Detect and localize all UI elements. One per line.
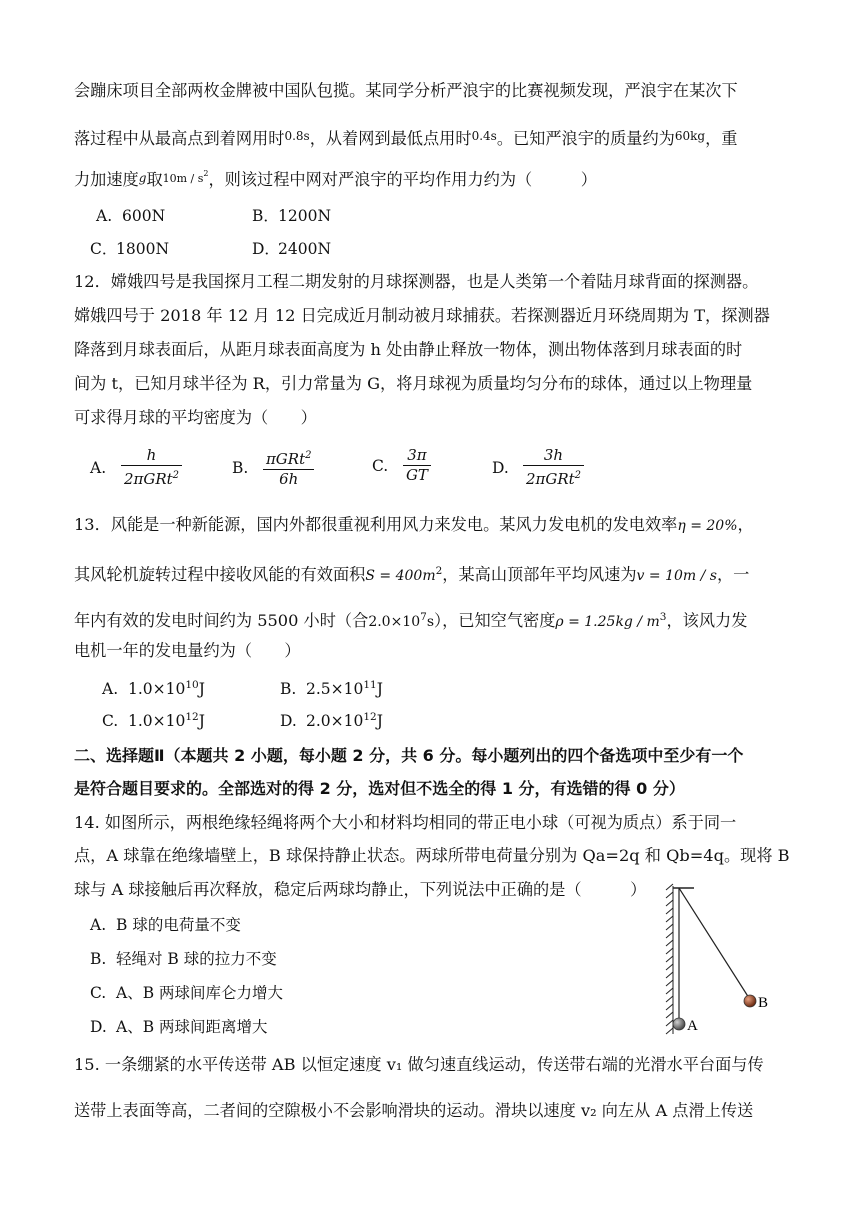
q14-option-a <box>90 914 241 936</box>
ball-b <box>744 995 756 1007</box>
option-mantissa: 1.0×10 <box>128 712 186 730</box>
option-text: 1800N <box>116 240 170 258</box>
q14-line-2: 点，A 球靠在绝缘墙壁上，B 球保持静止状态。两球所带电荷量分别为 Qa=2q 和 Qb=4q。现将 B <box>74 846 790 865</box>
q11-text: ，则该过程中网对严浪宇的平均作用力约为（ ） <box>208 170 597 189</box>
wall-hatching <box>666 884 673 1034</box>
option-label: B． <box>252 207 279 225</box>
fraction <box>523 446 584 489</box>
option-text: A、B 两球间库仑力增大 <box>116 984 284 1002</box>
q11-text: 力加速度 <box>74 170 139 189</box>
q13-area-exp: 2 <box>435 565 443 577</box>
numerator: 3π <box>407 446 427 464</box>
denominator: 2πGRt <box>123 470 173 488</box>
exponent: 2 <box>305 450 312 461</box>
q14-option-c <box>90 982 283 1004</box>
option-unit: J <box>198 712 205 730</box>
q13-line-3 <box>74 606 747 633</box>
q12-line-1: 12．嫦娥四号是我国探月工程二期发射的月球探测器，也是人类第一个着陆月球背面的探测器。 <box>74 272 759 291</box>
option-label: D. <box>280 712 297 730</box>
q12-line-4: 间为 t，已知月球半径为 R，引力常量为 G，将月球视为质量均匀分布的球体，通过以上物理量 <box>74 374 753 393</box>
option-text: B 球的电荷量不变 <box>116 916 241 934</box>
q13-efficiency: η = 20% <box>677 518 738 534</box>
option-mantissa: 1.0×10 <box>128 680 186 698</box>
q12-option-a <box>90 446 182 489</box>
q11-g-value: 10m / s <box>162 172 204 185</box>
q11-line-2 <box>74 125 737 150</box>
option-text: 2400N <box>278 240 332 258</box>
option-label: A. <box>102 680 119 698</box>
option-label: D. <box>492 458 509 477</box>
q13-density: ρ = 1.25kg / m <box>555 614 660 630</box>
option-exponent: 12 <box>185 711 199 723</box>
section-2-heading-line-1: 二、选择题Ⅱ（本题共 2 小题，每小题 2 分，共 6 分。每小题列出的四个备选项中至少有一个 <box>74 746 744 765</box>
q11-g-symbol: g <box>138 171 147 185</box>
option-label: A. <box>90 916 107 934</box>
option-unit: J <box>376 712 383 730</box>
option-label: B. <box>90 950 107 968</box>
q13-option-c <box>102 706 205 732</box>
q13-text: ，一 <box>716 565 750 584</box>
option-mantissa: 2.0×10 <box>306 712 364 730</box>
q11-text: 取 <box>146 170 163 189</box>
q13-time-unit: s <box>426 614 434 630</box>
q13-text: 13．风能是一种新能源，国内外都很重视利用风力来发电。某风力发电机的发电效率 <box>74 515 678 534</box>
option-mantissa: 2.5×10 <box>306 680 364 698</box>
q13-area: S = 400m <box>365 568 436 584</box>
q11-line-3 <box>74 163 597 191</box>
q13-line-4: 电机一年的发电量约为（ ） <box>74 641 301 660</box>
q12-option-d <box>492 446 584 489</box>
q14-figure <box>652 880 782 1040</box>
q12-line-2: 嫦娥四号于 2018 年 12 月 12 日完成近月制动被月球捕获。若探测器近月环绕周期为 T，探测器 <box>74 306 770 325</box>
option-label: B. <box>232 458 249 477</box>
option-text: 轻绳对 B 球的拉力不变 <box>116 950 277 968</box>
fraction <box>121 446 182 489</box>
q13-time: 2.0×10 <box>368 614 421 630</box>
q11-text: ，重 <box>705 129 738 148</box>
option-label: D. <box>90 1018 107 1036</box>
q11-line-1: 会蹦床项目全部两枚金牌被中国队包揽。某同学分析严浪宇的比赛视频发现，严浪宇在某次下 <box>74 81 738 100</box>
q11-option-d <box>252 238 331 260</box>
q13-text: ， <box>737 515 754 534</box>
option-exponent: 11 <box>363 679 377 691</box>
q11-mass: 60kg <box>674 129 706 143</box>
q11-option-b <box>252 205 331 227</box>
q13-line-2 <box>74 560 749 587</box>
option-text: 600N <box>122 207 166 225</box>
q15-line-2: 送带上表面等高，二者间的空隙极小不会影响滑块的运动。滑块以速度 v₂ 向左从 A 点滑上传送 <box>74 1101 754 1120</box>
option-unit: J <box>198 680 205 698</box>
q13-time-exp: 7 <box>420 611 427 623</box>
fraction <box>403 446 431 485</box>
q13-text: ，某高山顶部年平均风速为 <box>442 565 637 584</box>
q11-text: 落过程中从最高点到着网用时 <box>74 129 285 148</box>
option-label: D． <box>252 240 280 258</box>
option-label: C． <box>90 240 118 258</box>
rope-b <box>679 888 749 998</box>
q14-line-1: 14. 如图所示，两根绝缘轻绳将两个大小和材料均相同的带正电小球（可视为质点）系于同一 <box>74 813 737 832</box>
q11-time-1: 0.8s <box>284 129 310 143</box>
denominator: GT <box>405 466 428 484</box>
option-label: B. <box>280 680 297 698</box>
q11-text: 。已知严浪宇的质量约为 <box>496 129 675 148</box>
denominator: 6h <box>279 470 299 488</box>
option-label: C. <box>90 984 107 1002</box>
q13-option-b <box>280 674 383 700</box>
option-label: C. <box>102 712 119 730</box>
q11-text: ，从着网到最低点用时 <box>309 129 472 148</box>
q13-option-d <box>280 706 383 732</box>
numerator: 3h <box>543 446 564 464</box>
option-label: A. <box>90 458 107 477</box>
q13-text: ），已知空气密度 <box>434 611 556 630</box>
fraction <box>263 446 315 489</box>
q11-option-a <box>96 205 165 227</box>
q15-line-1: 15. 一条绷紧的水平传送带 AB 以恒定速度 v₁ 做匀速直线运动，传送带右端的光滑水平台面与传 <box>74 1055 764 1074</box>
q12-line-5: 可求得月球的平均密度为（ ） <box>74 408 317 427</box>
q13-speed: v = 10m / s <box>636 568 717 584</box>
denominator: 2πGRt <box>525 470 575 488</box>
option-exponent: 12 <box>363 711 377 723</box>
option-text: A、B 两球间距离增大 <box>116 1018 268 1036</box>
q13-option-a <box>102 674 205 700</box>
exponent: 2 <box>574 470 582 481</box>
q14-option-d <box>90 1016 268 1038</box>
q13-density-exp: 3 <box>659 611 667 623</box>
ball-b-label: B <box>758 995 769 1011</box>
q11-option-c <box>90 238 169 260</box>
q11-g-exp: 2 <box>203 169 209 178</box>
option-text: 1200N <box>278 207 332 225</box>
numerator: h <box>146 446 157 464</box>
q12-option-c <box>372 446 431 485</box>
section-2-heading-line-2: 是符合题目要求的。全部选对的得 2 分，选对但不选全的得 1 分，有选错的得 0 分） <box>74 779 685 798</box>
q14-option-b <box>90 948 277 970</box>
numerator: πGRt <box>265 450 306 468</box>
q12-line-3: 降落到月球表面后，从距月球表面高度为 h 处由静止释放一物体，测出物体落到月球表面的时 <box>74 340 743 359</box>
q12-option-b <box>232 446 314 489</box>
ball-a-label: A <box>687 1018 698 1034</box>
q14-line-3: 球与 A 球接触后再次释放，稳定后两球均静止，下列说法中正确的是（ ） <box>74 880 647 899</box>
option-exponent: 10 <box>185 679 199 691</box>
q13-text: ，该风力发 <box>666 611 748 630</box>
option-label: A. <box>96 207 113 225</box>
ball-a <box>673 1018 685 1030</box>
option-label: C. <box>372 456 389 475</box>
q11-time-2: 0.4s <box>471 129 497 143</box>
q13-text: 其风轮机旋转过程中接收风能的有效面积 <box>74 565 366 584</box>
q13-line-1 <box>74 514 754 537</box>
exponent: 2 <box>172 470 180 481</box>
option-unit: J <box>376 680 383 698</box>
q13-text: 年内有效的发电时间约为 5500 小时（合 <box>74 611 369 630</box>
